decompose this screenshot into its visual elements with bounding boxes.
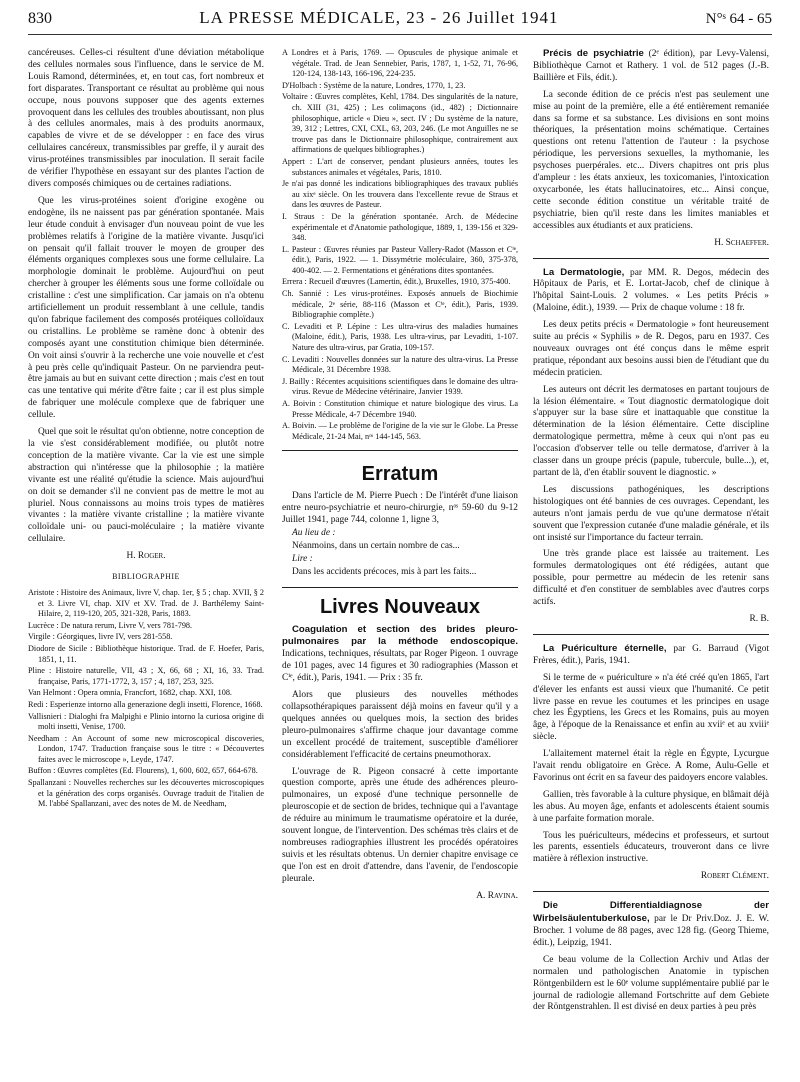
erratum-heading: Erratum xyxy=(361,463,439,486)
review-paragraph: La seconde édition de ce précis n'est pas seulement une mise au point de la première, elle a été entièrement remaniée dans sa forme et sa substance. Les divisions en sont moins théoriques, la présentation moins schématique. Certaines questions ont retenu l'attention de l'auteur : la psychose périodique, les perversions sexuelles, la mythomanie, les psychoses puerpérales. etc... Divers chapitres ont pris plus d'ampleur : les états anxieux, les toxicomanies, l'intoxication oxycarbonée, les états hallucinatoires, etc... Ainsi conçue, cette seconde édition constitue un véritable traité de psychiatrie, bien qu'il reste dans les limites maniables et accessibles aux étudiants et aux praticiens. xyxy=(533,89,769,231)
bibliography-entry: Vallisnieri : Dialoghi fra Malpighi e Plinio intorno la curiosa origine di molti insetti, Venise, 1700. xyxy=(28,711,264,732)
bibliography-entry: Lucrèce : De natura rerum, Livre V, vers 781-798. xyxy=(28,620,193,630)
bibliography-entry: Diodore de Sicile : Bibliothèque historique. Trad. de F. Hoefer, Paris, 1851, 1, 11. xyxy=(28,643,264,664)
erratum-body xyxy=(282,491,518,578)
book-title: La Dermatologie, xyxy=(543,266,625,278)
bibliography-entry: Appert : L'art de conserver, pendant plusieurs années, toutes les substances animales et végétales, Paris, 1810. xyxy=(282,156,518,177)
book-title: Die Differentialdiagnose der Wirbelsäulentuberkulose, xyxy=(533,900,769,925)
book-meta: Indications, techniques, résultats, par Roger Pigeon. 1 ouvrage de 101 pages, avec 14 figures et 30 radiographies (Masson et Cⁱᵉ, édit.), Paris, 1941. — Prix : 35 fr. xyxy=(282,649,518,684)
review-paragraph: Si le terme de « puériculture » n'a été créé qu'en 1865, l'art d'élever les enfants est aussi vieux que l'humanité. Ce petit livre passe en revue les coutumes et les principes en usage chez les Égyptiens, les Grecs et les Romains, puis au moyen âge, à l'époque de la Renaissance et enfin au xviiᵉ et au xviiiᵉ siècle. xyxy=(533,672,769,743)
article-paragraph: Quel que soit le résultat qu'on obtienne, notre conception de la vie s'est considérablement modifiée, ou plutôt notre conception de la matière vivante. Car la vie est une simple abstraction qui n'intéresse que la philosophie ; la matière vivante est une réalité qu'étudie la science. Mais aujourd'hui on doit se demander s'il ne convient pas de mettre le mot au pluriel. Nous connaissons au moins trois types de matières vivantes : la matière vivante cristalline ; la matière vivante colloïdale uni- ou pauci-moléculaire ; la matière vivante cellulaire. xyxy=(28,427,264,545)
book-review-header xyxy=(533,48,769,85)
page-number: 830 xyxy=(28,10,52,27)
section-divider xyxy=(533,634,769,635)
review-paragraph: Tous les puériculteurs, médecins et professeurs, et surtout les parents, essentiels éducateurs, trouveront dans ce livre matière à réflexion instructive. xyxy=(533,830,769,865)
bibliography-list xyxy=(28,588,264,810)
bibliography-note: Je n'ai pas donné les indications bibliographiques des travaux publiés au xixᵉ siècle. On les trouvera dans l'excellente revue de Straus et dans les œuvres de Pasteur. xyxy=(282,179,518,210)
book-review-header xyxy=(533,643,769,668)
review-paragraph: L'ouvrage de R. Pigeon consacré à cette importante question comporte, après une étude des adhérences pleuro-pulmonaires, un exposé d'une technique personnelle de pleuroscopie et de section de brides, technique qui a l'avantage de réduire au minimum le traumatisme opératoire et la durée, souvent longue, de l'intervention. Des schémas très clairs et de nombreuses radiographies illustrent les procédés opératoires suivis et les résultats obtenus. Un dernier chapitre envisage ce que l'on est en droit d'attendre, dans l'avenir, de l'endoscopie pleurale. xyxy=(282,766,518,884)
book-review-header xyxy=(282,624,518,686)
column-middle xyxy=(282,48,518,908)
bibliography-entry: Virgile : Géorgiques, livre IV, vers 281-558. xyxy=(28,632,173,642)
bibliography-entry: C. Levaditi : Nouvelles données sur la nature des ultra-virus. La Presse Médicale, 31 Décembre 1938. xyxy=(282,354,518,375)
column-right xyxy=(533,48,769,1019)
review-paragraph: Ce beau volume de la Collection Archiv und Atlas der normalen und pathologischen Anatomie in typischen Röntgenbildern est le 60ᵉ volume supplémentaire publié par le journal de radiologie allemand Fortschritte auf dem Gebiete der Röntgenstrahlen. Il est divisé en deux parties à peu près xyxy=(533,954,769,1013)
book-review-header xyxy=(533,267,769,316)
section-divider xyxy=(282,587,518,588)
book-meta: par MM. R. Degos, médecin des Hôpitaux de Paris, et E. Lortat-Jacob, chef de clinique à l'hôpital Saint-Louis. 2 volumes. « Les petits Précis » (Maloine, édit.), 1939. — Prix de chaque volume : 18 fr. xyxy=(533,267,769,314)
bibliography-entry: Aristote : Histoire des Animaux, livre V, chap. 1er, § 5 ; chap. XVII, § 2 et 3. Livre VI, chap. XIV et XV. Trad. de J. Barthélemy Saint-Hilaire, 2, 119-120, 205, 321-328, Paris, 1883. xyxy=(28,587,264,619)
book-meta: par le Dr Priv.Doz. J. E. W. Brocher. 1 volume de 88 pages, avec 128 fig. (Georg Thieme, édit.), Leipzig, 1941. xyxy=(533,914,769,948)
erratum-text: Lire : xyxy=(292,553,313,564)
bibliography-entry: Needham : An Account of some new microscopical discoveries, London, 1747. Traduction française sous le titre : « Découvertes faites avec le microscope », Leyde, 1747. xyxy=(28,733,264,764)
review-paragraph: L'allaitement maternel était la règle en Égypte, Lycurgue l'avait rendu obligatoire en Grèce. A Rome, Aulu-Gelle et Favorinus ont écrit en sa faveur des paidoyers encore valables. xyxy=(533,749,769,783)
article-paragraph: Que les virus-protéines soient d'origine exogène ou endogène, ils ne naissent pas par génération spontanée. Mais leur étude conduit à envisager d'un nouveau point de vue les problèmes relatifs à l'origine de la matière vivante. Jusqu'ici on pensait qu'il fallait trouver le moyen de grouper des éléments organiques complexes sous une forme cellulaire. La morphologie dominait le problème. Aujourd'hui on peut chercher à grouper les éléments sous une forme colloïdale ou cristalline : c'est une simplification. Car jamais on n'a obtenu artificiellement un produit ressemblant à une cellule, tandis qu'on fabrique facilement des composés protéiques colloïdaux ou cristallins. Le problème se ramène donc à obtenir des composés ayant une constitution chimique bien déterminée. On voit ainsi s'ouvrir à la recherche une voie nouvelle et c'est à peu près celle qu'indiquait Pasteur. On ne parviendra peut-être jamais au but en suivant cette direction ; mais c'est en tout cas une tentative qui mérite d'être faite ; car il est plus simple de fabriquer une molécule complexe que de fabriquer une cellule. xyxy=(28,195,264,421)
book-review-header xyxy=(533,900,769,950)
book-title: Précis de psychiatrie xyxy=(543,48,644,59)
article-signature: H. Roger. xyxy=(126,551,166,562)
review-paragraph: Une très grande place est laissée au traitement. Les formules dermatologiques ont été rédigées, autant que possible, pour permettre au médecin de les retenir sans difficulté et d'en constituer de semblables avec d'autres corps actifs. xyxy=(533,549,769,608)
bibliography-entry: Errera : Recueil d'œuvres (Lamertin, édit.), Bruxelles, 1910, 375-400. xyxy=(282,277,511,287)
new-books-heading: Livres Nouveaux xyxy=(319,595,481,618)
bibliography-entry: Redi : Esperienze intorno alla generazione degli insetti, Florence, 1668. xyxy=(28,699,263,709)
bibliography-entry: C. Levaditi et P. Lépine : Les ultra-virus des maladies humaines (Maloine, édit.), Paris, 1938. Les ultra-virus, par Levaditi, 1-107. Nature des ultra-virus, par Gratia, 109-157. xyxy=(282,321,518,353)
erratum-text: Dans l'article de M. Pierre Puech : De l'intérêt d'une liaison entre neuro-psychiatrie et neuro-chirurgie, nᵒˢ 59-60 du 9-12 Juillet 1941, page 744, colonne 1, ligne 3, xyxy=(282,491,518,526)
bibliography-entry: Voltaire : Œuvres complètes, Kehl, 1784. Des singularités de la nature, ch. XIII (31, 425) ; Les colimaçons (id., 482) ; Dictionnaire philosophique, article « Dieu », sect. IV ; Du système de la nature, 39, 312 ; Lettres, CXI, CXL, 63, 203, 246. (Le mot Anguilles ne se trouve pas dans le Dictionnaire philosophique, contrairement aux affirmations de quelques bibliographes.) xyxy=(282,92,518,155)
section-divider xyxy=(533,258,769,259)
review-paragraph: Les discussions pathogéniques, les descriptions histologiques ont été bannies de ces ouvrages. Cependant, les auteurs n'ont jamais perdu de vue qu'une dermatose n'était souvent que l'expression cutanée d'une maladie générale, et ils ont insisté sur l'importance du facteur terrain. xyxy=(533,484,769,543)
review-paragraph: Gallien, très favorable à la culture physique, en blâmait déjà les abus. Au moyen âge, enfants et adolescents étaient soumis à une parfaite formation morale. xyxy=(533,789,769,824)
column-left xyxy=(28,48,264,811)
review-signature: R. B. xyxy=(749,613,769,624)
review-signature: H. Schaeffer. xyxy=(714,237,769,248)
erratum-text: Dans les accidents précoces, mis à part les faits... xyxy=(292,566,477,577)
journal-title: LA PRESSE MÉDICALE, 23 - 26 Juillet 1941 xyxy=(199,8,559,27)
review-paragraph: Les auteurs ont décrit les dermatoses en partant toujours de la lésion élémentaire. « Tout diagnostic dermatologique doit s'appuyer sur la base sûre et inattaquable que constitue la détermination de la lésion élémentaire. Cette discipline dermatologique permettra, même à ceux qui n'ont pas eu l'occasion d'observer telle ou telle dermatose, d'arriver à la classer dans un groupe précis (papule, tubercule, bulle...), et, partant de là, d'en établir souvent le diagnostic. » xyxy=(533,384,769,478)
bibliography-entry: Spallanzani : Nouvelles recherches sur les découvertes microscopiques et la génération des corps organisés. Ouvrage traduit de l'italien de M. l'abbé Spallanzani, avec des notes de M. de Needham, xyxy=(28,778,264,809)
page-header xyxy=(28,8,772,35)
review-signature: A. Ravina. xyxy=(476,890,518,901)
book-title: La Puériculture éternelle, xyxy=(543,642,667,654)
bibliography-entry: D'Holbach : Système de la nature, Londres, 1770, 1, 23. xyxy=(282,80,466,90)
erratum-text: Au lieu de : xyxy=(292,528,336,538)
bibliography-entry: I. Straus : De la génération spontanée. Arch. de Médecine expérimentale et d'Anatomie pathologique, 1889, 1, 139-156 et 329-348. xyxy=(282,211,518,243)
review-paragraph: Alors que plusieurs des nouvelles méthodes collapsothérapiques paraissent déjà moins en faveur qu'il y a quelques années ou quelques mois, la section des brides pleuro-pulmonaires s'affirme chaque jour davantage comme un excellent procédé de traitement, susceptible d'améliorer considérablement l'efficacité de certains pneumothorax. xyxy=(282,690,518,760)
section-divider xyxy=(533,891,769,892)
bibliography-entry: Ch. Sannié : Les virus-protéines. Exposés annuels de Biochimie médicale, 2ᵉ série, 88-116 (Masson et Cⁱᵉ, édit.), Paris, 1939. Bibliographie complète.) xyxy=(282,289,518,320)
article-paragraph: cancéreuses. Celles-ci résultent d'une déviation métabolique des cellules normales sous l'influence, dans le service de M. Louis Ramond, déterminées, et, en tout cas, fort nombreux et fort disparates. Transportant ce résultat au problème qui nous occupe, nous pouvons supposer que des agents externes provoquent dans les cellules des troubles aboutissant, non plus à des cellules anormales, mais à des produits anormaux, capables de vivre et de se développer : en face des virus cellulaires cancéreux, transmissibles par greffe, il y aurait des virus-protéines transmissibles par inoculation. Il serait facile de vérifier l'hypothèse en essayant sur des plantes l'action de divers composés chimiques ou de certaines radiations. xyxy=(28,48,264,189)
bibliography-entry: L. Pasteur : Œuvres réunies par Pasteur Vallery-Radot (Masson et Cⁱᵉ, édit.), Paris, 1922. — 1. Dissymétrie moléculaire, 360, 375-378, 400-402. — 2. Fermentations et générations dites spontanées. xyxy=(282,244,518,275)
book-meta: (2ᵉ édition), par Levy-Valensi, Bibliothèque Carnot et Rathery. 1 vol. de 512 pages (J.-B. Baillière et Fils, édit.). xyxy=(533,49,769,83)
bibliography-entry: Buffon : Œuvres complètes (Ed. Flourens), 1, 600, 602, 657, 664-678. xyxy=(28,766,258,776)
bibliography-entry: A. Boivin. — Le problème de l'origine de la vie sur le Globe. La Presse Médicale, 21-24 Mai, nᵒˢ 144-145, 563. xyxy=(282,421,518,441)
review-paragraph: Les deux petits précis « Dermatologie » font heureusement suite au précis « Syphilis » de R. Degos, paru en 1937. Ces nouveaux ouvrages ont été conçus dans le même esprit pratique, répondant aux besoins aussi bien de l'étudiant que du médecin praticien. xyxy=(533,320,769,378)
issue-number: N°ˢ 64 - 65 xyxy=(705,11,772,27)
bibliography-entry: A Londres et à Paris, 1769. — Opuscules de physique animale et végétale. Trad. de Jean Sennebier, Paris, 1787, 1, 1-52, 71, 76-96, 120-124, 138-143, 166-196, 224-235. xyxy=(282,48,518,79)
bibliography-entry: A. Boivin : Constitution chimique et nature biologique des virus. La Presse Médicale, 4-7 Décembre 1940. xyxy=(282,399,518,419)
bibliography-entry: Pline : Histoire naturelle, VII, 43 ; X, 66, 68 ; XI, 16, 33. Trad. française, Paris, 1771-1772, 3, 157 ; 4, 187, 253, 325. xyxy=(28,666,264,686)
book-title: Coagulation et section des brides pleuro-pulmonaires par la méthode endoscopique. xyxy=(282,623,518,648)
bibliography-heading: BIBLIOGRAPHIE xyxy=(112,572,180,582)
bibliography-entry: J. Bailly : Récentes acquisitions scientifiques dans le domaine des ultra-virus. Revue de Médecine vétérinaire, Janvier 1939. xyxy=(282,376,518,397)
bibliography-list-continued xyxy=(282,48,518,442)
book-meta: par G. Barraud (Vigot Frères, édit.), Paris, 1941. xyxy=(533,643,769,666)
erratum-text: Néanmoins, dans un certain nombre de cas... xyxy=(292,540,460,551)
bibliography-entry: Van Helmont : Opera omnia, Francfort, 1682, chap. XXI, 108. xyxy=(28,688,232,698)
review-signature: Robert Clément. xyxy=(700,871,769,882)
section-divider xyxy=(282,450,518,451)
